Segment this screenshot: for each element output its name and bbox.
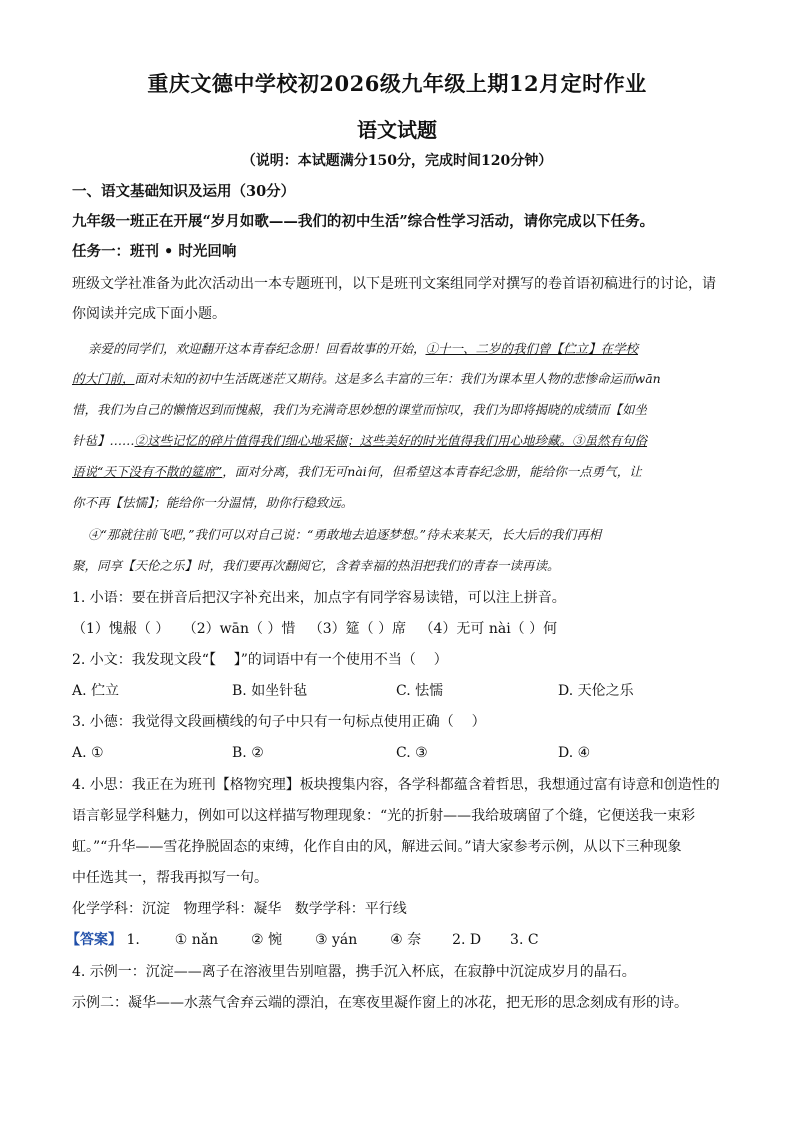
- option-a: A. 伫立: [72, 683, 120, 699]
- subject-title: 语文试题: [357, 118, 437, 142]
- answer-q1-label: 1.: [126, 932, 140, 948]
- question-4-line: 虹。”“升华——雪花挣脱固态的束缚，化作自由的风，解进云间。”请大家参考示例，从以下三种现象: [72, 839, 682, 855]
- passage-text: ，面对分离，我们无可nài何，但希望这本青春纪念册，能给你一点勇气，让: [222, 464, 642, 479]
- underlined-sentence-3: 语说“天下没有不散的筵席”: [72, 464, 223, 479]
- answer-tag: 【答案】: [66, 932, 122, 948]
- question-4-line: 语言彰显学科魅力，例如可以这样描写物理现象：“光的折射——我给玻璃留了个缝，它便送我一束彩: [72, 808, 696, 824]
- passage-line: ④“那就往前飞吧，”我们可以对自己说：“勇敢地去追逐梦想。”待未来某天，长大后的我们再相: [88, 527, 602, 542]
- option-a: A. ①: [72, 745, 104, 761]
- answer-num-2: ②: [251, 932, 264, 948]
- answer-example-2: 示例二：凝华——水蒸气舍弃云端的漂泊，在寒夜里凝作窗上的冰花，把无形的思念刻成有形的诗。: [72, 995, 688, 1011]
- task-desc-line-2: 你阅读并完成下面小题。: [72, 306, 226, 322]
- answer-row: [66, 930, 726, 950]
- passage-text: 面对未知的初中生活既迷茫又期待。这是多么丰富的三年：我们为课本里人物的悲惨命运而wān: [134, 371, 661, 386]
- question-1-stem: 1. 小语：要在拼音后把汉字补充出来，加点字有同学容易读错，可以注上拼音。: [72, 590, 566, 606]
- option-b: B. ②: [232, 745, 264, 761]
- activity-intro: 九年级一班正在开展“岁月如歌——我们的初中生活”综合性学习活动，请你完成以下任务。: [72, 213, 655, 230]
- question-2-stem: 2. 小文：我发现文段“【 】”的词语中有一个使用不当（ ）: [72, 652, 448, 668]
- passage-line: [72, 369, 732, 389]
- answer-num-3: ③: [314, 932, 328, 948]
- question-3-stem: 3. 小德：我觉得文段画横线的句子中只有一句标点使用正确（ ）: [72, 714, 486, 730]
- section-heading: 一、语文基础知识及运用（30分）: [72, 183, 296, 200]
- passage-line: 你不再【怯懦】；能给你一分温情，助你行稳致远。: [72, 495, 354, 510]
- task-heading: 任务一：班刊 • 时光回响: [72, 243, 237, 260]
- question-1-items: （1）愧赧（ ） （2）wān（ ）惜 （3）筵（ ）席 （4）无可 nài（ ）何: [72, 621, 558, 637]
- answer-example-1: 4. 示例一：沉淀——离子在溶液里告别喧嚣，携手沉入杯底，在寂静中沉淀成岁月的晶石。: [72, 964, 636, 980]
- passage-line: [72, 462, 732, 482]
- passage-text: 针毡】……: [72, 433, 135, 448]
- option-d: D. 天伦之乐: [558, 683, 634, 699]
- passage-line: 聚，同享【天伦之乐】时，我们要再次翻阅它，含着幸福的热泪把我们的青春一读再读。: [72, 558, 560, 573]
- option-b: B. 如坐针毡: [232, 683, 308, 699]
- question-4-subjects: 化学学科：沉淀 物理学科：凝华 数学学科：平行线: [72, 901, 407, 917]
- passage-line: [88, 339, 748, 359]
- underlined-sentence-1-end: 的大门前，: [72, 371, 135, 386]
- answer-num-4: ④: [390, 932, 403, 948]
- answer-2: 惋: [268, 932, 283, 948]
- exam-note: （说明：本试题满分150分，完成时间120分钟）: [241, 153, 553, 169]
- question-4-line: 4. 小思：我正在为班刊【格物究理】板块搜集内容，各学科都蕴含着哲思，我想通过富有诗意和创造性的: [72, 777, 720, 793]
- exam-title: 重庆文德中学校初2026级九年级上期12月定时作业: [147, 71, 647, 96]
- passage-line: 惜，我们为自己的懒惰迟到而愧赧，我们为充满奇思妙想的课堂而惊叹，我们为即将揭晓的成绩而【如坐: [72, 402, 648, 417]
- passage-text: 亲爱的同学们，欢迎翻开这本青春纪念册！回看故事的开始，: [88, 341, 426, 356]
- option-c: C. 怯懦: [396, 683, 444, 699]
- passage-line: [72, 431, 732, 451]
- question-4-line: 中任选其一，帮我再拟写一句。: [72, 870, 268, 886]
- underlined-sentence-2: ②这些记忆的碎片值得我们细心地采撷；这些美好的时光值得我们用心地珍藏。③虽然有句俗: [134, 433, 648, 448]
- option-d: D. ④: [558, 745, 591, 761]
- task-desc-line-1: 班级文学社准备为此次活动出一本专题班刊，以下是班刊文案组同学对撰写的卷首语初稿进行的讨论，请: [72, 276, 716, 292]
- option-c: C. ③: [396, 745, 428, 761]
- underlined-sentence-1: ①十一、二岁的我们曾【伫立】在学校: [425, 341, 639, 356]
- answer-q3: 3. C: [510, 932, 539, 948]
- answer-3: yán: [331, 932, 358, 948]
- answer-1: nǎn: [191, 932, 219, 948]
- answer-num-1: ①: [174, 932, 188, 948]
- answer-4: 奈: [407, 932, 422, 948]
- answer-q2: 2. D: [452, 932, 482, 948]
